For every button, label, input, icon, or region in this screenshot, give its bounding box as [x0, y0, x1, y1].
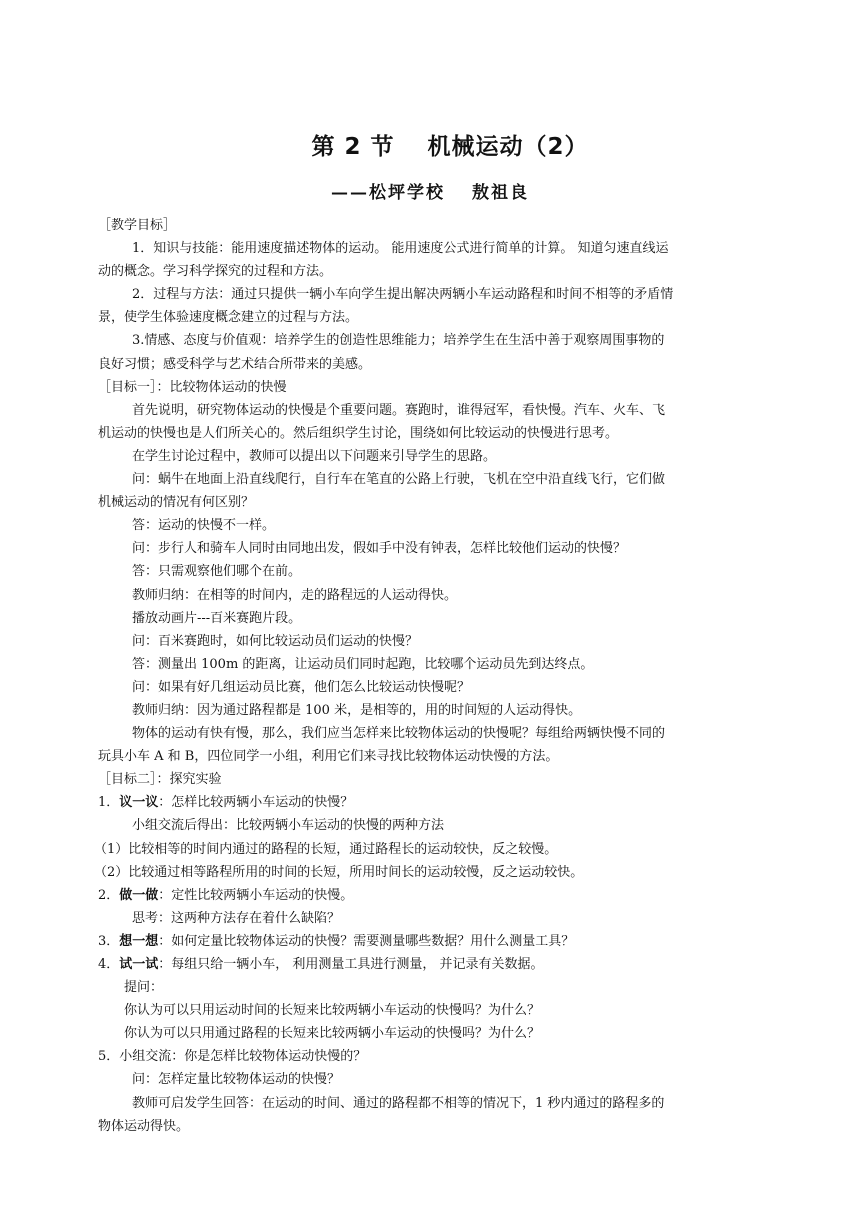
paragraph-line: 答：运动的快慢不一样。 — [132, 518, 276, 534]
paragraph-line: 玩具小车 A 和 B，四位同学一小组，利用它们来寻找比较物体运动快慢的方法。 — [98, 749, 559, 765]
page-title: 第 2 节 机械运动（2） — [311, 134, 589, 160]
paragraph-line: 问：如果有好几组运动员比赛，他们怎么比较运动快慢呢？ — [132, 679, 471, 695]
paragraph-line: 问：步行人和骑车人同时由同地出发，假如手中没有钟表，怎样比较他们运动的快慢？ — [132, 541, 627, 557]
paragraph-line: 教师归纳：因为通过路程都是 100 米，是相等的，用的时间短的人运动得快。 — [132, 702, 582, 718]
list-item: 2．做一做：定性比较两辆小车运动的快慢。 — [98, 887, 354, 903]
list-item: 1．议一议：怎样比较两辆小车运动的快慢？ — [98, 795, 354, 811]
paragraph-line: 小组交流后得出：比较两辆小车运动的快慢的两种方法 — [132, 818, 445, 834]
paragraph-line: 景，使学生体验速度概念建立的过程与方法。 — [98, 310, 359, 326]
paragraph-line: 提问： — [124, 980, 164, 996]
list-item: （2）比较通过相等路程所用的时间的长短，所用时间长的运动较慢，反之运动较快。 — [94, 864, 584, 880]
list-item: 4．试一试：每组只给一辆小车， 利用测量工具进行测量， 并记录有关数据。 — [98, 957, 544, 972]
paragraph-line: 播放动画片---百米赛跑片段。 — [132, 610, 302, 626]
paragraph-line: 问：怎样定量比较物体运动的快慢？ — [132, 1072, 341, 1088]
paragraph-line: 思考：这两种方法存在着什么缺陷？ — [132, 910, 341, 926]
paragraph-line: 物体运动得快。 — [98, 1118, 190, 1134]
list-item: 5．小组交流：你是怎样比较物体运动快慢的？ — [98, 1049, 367, 1065]
paragraph-line: 3.情感、态度与价值观：培养学生的创造性思维能力；培养学生在生活中善于观察周围事物的 — [132, 333, 665, 349]
list-item: 3．想一想：如何定量比较物体运动的快慢？需要测量哪些数据？用什么测量工具？ — [98, 933, 575, 949]
paragraph-line: 你认为可以只用通过路程的长短来比较两辆小车运动的快慢吗？为什么？ — [124, 1026, 541, 1042]
section-heading: ［教学目标］ — [98, 218, 177, 233]
list-item: （1）比较相等的时间内通过的路程的长短，通过路程长的运动较快，反之较慢。 — [94, 841, 558, 857]
paragraph-line: 机械运动的情况有何区别？ — [98, 495, 255, 511]
paragraph-line: 1．知识与技能：能用速度描述物体的运动。 能用速度公式进行简单的计算。 知道匀速直线运 — [132, 241, 669, 257]
paragraph-line: 你认为可以只用运动时间的长短来比较两辆小车运动的快慢吗？为什么？ — [124, 1003, 541, 1019]
paragraph-line: 机运动的快慢也是人们所关心的。然后组织学生讨论，围绕如何比较运动的快慢进行思考。 — [98, 425, 619, 441]
author-line: ——松坪学校 敖祖良 — [331, 183, 529, 203]
paragraph-line: 物体的运动有快有慢，那么，我们应当怎样来比较物体运动的快慢呢？每组给两辆快慢不同的 — [132, 726, 666, 742]
paragraph-line: 答：只需观察他们哪个在前。 — [132, 564, 302, 580]
paragraph-line: 问：百米赛跑时，如何比较运动员们运动的快慢？ — [132, 633, 419, 649]
item-keyword: 议一议 — [119, 795, 159, 811]
item-keyword: 想一想 — [119, 933, 159, 949]
document-body — [94, 214, 758, 1138]
paragraph-line: 动的概念。学习科学探究的过程和方法。 — [98, 264, 333, 280]
section-heading: ［目标一］：比较物体运动的快慢 — [98, 379, 287, 395]
paragraph-line: 教师可启发学生回答：在运动的时间、通过的路程都不相等的情况下，1 秒内通过的路程多的 — [132, 1095, 665, 1111]
item-keyword: 做一做 — [119, 887, 159, 903]
paragraph-line: 良好习惯；感受科学与艺术结合所带来的美感。 — [98, 356, 372, 372]
paragraph-line: 问：蜗牛在地面上沿直线爬行，自行车在笔直的公路上行驶，飞机在空中沿直线飞行，它们做 — [132, 472, 666, 488]
paragraph-line: 2．过程与方法：通过只提供一辆小车向学生提出解决两辆小车运动路程和时间不相等的矛盾情 — [132, 287, 674, 303]
section-heading: ［目标二］：探究实验 — [98, 772, 222, 788]
item-keyword: 试一试 — [119, 957, 159, 972]
paragraph-line: 答：测量出 100m 的距离，让运动员们同时起跑，比较哪个运动员先到达终点。 — [132, 656, 594, 672]
paragraph-line: 在学生讨论过程中，教师可以提出以下问题来引导学生的思路。 — [132, 448, 497, 464]
paragraph-line: 教师归纳：在相等的时间内，走的路程远的人运动得快。 — [132, 587, 458, 603]
paragraph-line: 首先说明，研究物体运动的快慢是个重要问题。赛跑时，谁得冠军，看快慢。汽车、火车、飞 — [132, 402, 666, 418]
